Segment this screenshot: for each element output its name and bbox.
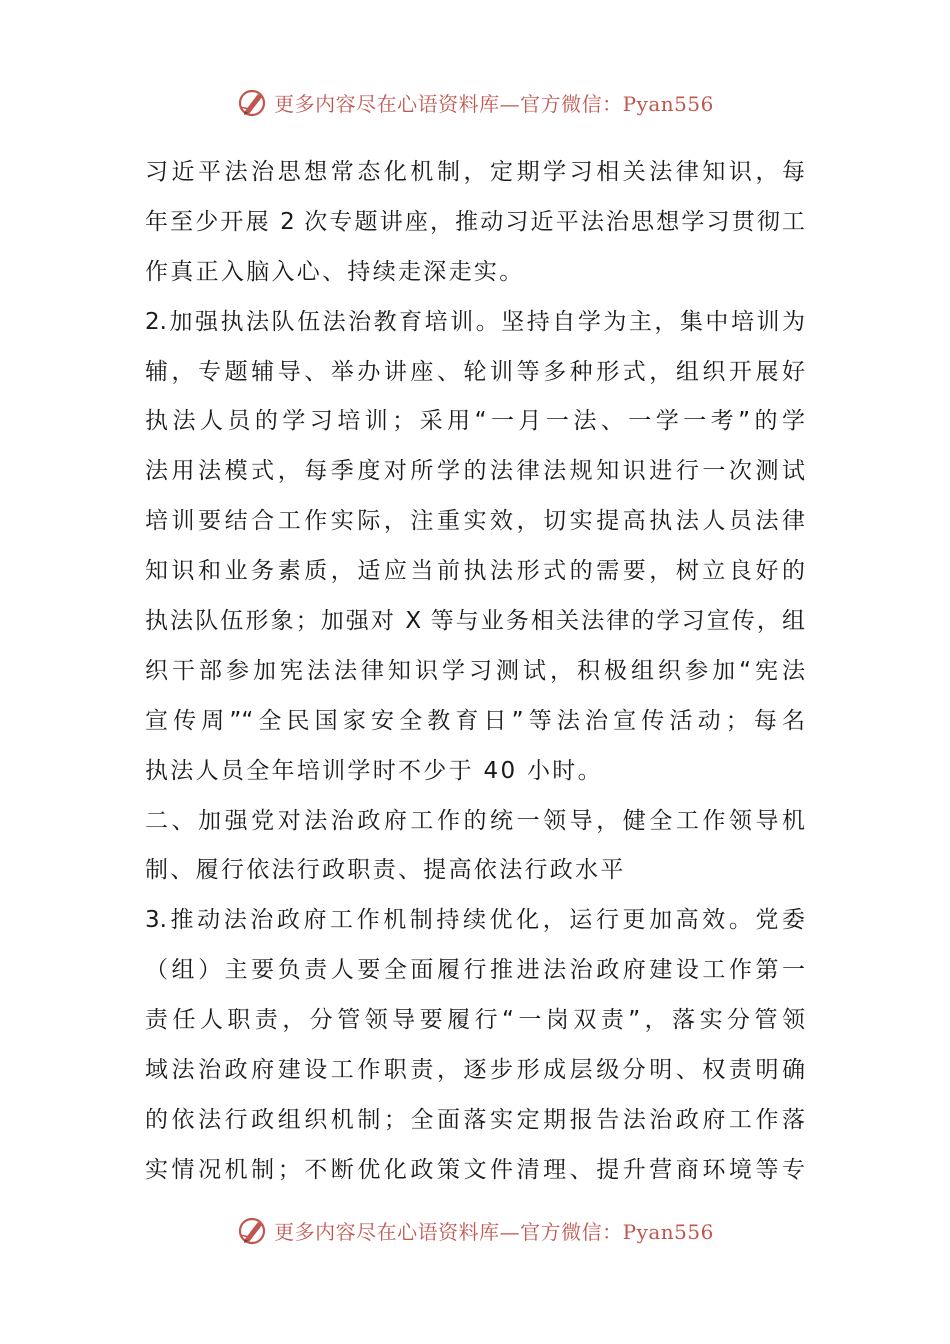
header-watermark-text: 更多内容尽在心语资料库—官方微信：Pyan556: [274, 91, 714, 116]
header-watermark-banner: [0, 82, 950, 122]
footer-watermark-banner: [0, 1210, 950, 1250]
body-line: 织干部参加宪法法律知识学习测试，积极组织参加“宪法: [145, 657, 805, 684]
body-line: 3.推动法治政府工作机制持续优化，运行更加高效。党委: [145, 907, 805, 934]
section-heading-line: 制、履行依法行政职责、提高依法行政水平: [145, 857, 626, 884]
body-line: 年至少开展 2 次专题讲座，推动习近平法治思想学习贯彻工: [145, 208, 805, 235]
body-line: 宣传周”“全民国家安全教育日”等法治宣传活动；每名: [145, 707, 805, 734]
body-line: 执法队伍形象；加强对 X 等与业务相关法律的学习宣传，组: [145, 608, 805, 635]
footer-watermark-text: 更多内容尽在心语资料库—官方微信：Pyan556: [274, 1219, 714, 1244]
body-line: 执法人员全年培训学时不少于 40 小时。: [145, 757, 603, 784]
body-line: 知识和业务素质，适应当前执法形式的需要，树立良好的: [145, 558, 805, 585]
body-line: 法用法模式，每季度对所学的法律法规知识进行一次测试: [145, 458, 805, 485]
body-line: 习近平法治思想常态化机制，定期学习相关法律知识，每: [145, 159, 805, 185]
body-line: 作真正入脑入心、持续走深走实。: [145, 258, 525, 285]
section-heading-line: 二、加强党对法治政府工作的统一领导，健全工作领导机: [145, 807, 805, 834]
body-line: 责任人职责，分管领导要履行“一岗双责”，落实分管领: [145, 1007, 805, 1034]
body-line: 的依法行政组织机制；全面落实定期报告法治政府工作落: [145, 1106, 805, 1133]
body-line: 辅，专题辅导、举办讲座、轮训等多种形式，组织开展好: [145, 358, 805, 385]
pen-logo-icon: [236, 1214, 268, 1246]
body-line: （组）主要负责人要全面履行推进法治政府建设工作第一: [145, 957, 805, 984]
pen-logo-icon: [236, 86, 268, 118]
body-line: 培训要结合工作实际，注重实效，切实提高执法人员法律: [145, 508, 805, 535]
body-line: 域法治政府建设工作职责，逐步形成层级分明、权责明确: [145, 1057, 805, 1084]
body-line: 2.加强执法队伍法治教育培训。坚持自学为主，集中培训为: [145, 308, 805, 335]
body-line: 实情况机制；不断优化政策文件清理、提升营商环境等专: [145, 1156, 805, 1183]
document-body: [145, 148, 805, 1196]
body-line: 执法人员的学习培训；采用“一月一法、一学一考”的学: [145, 408, 805, 435]
